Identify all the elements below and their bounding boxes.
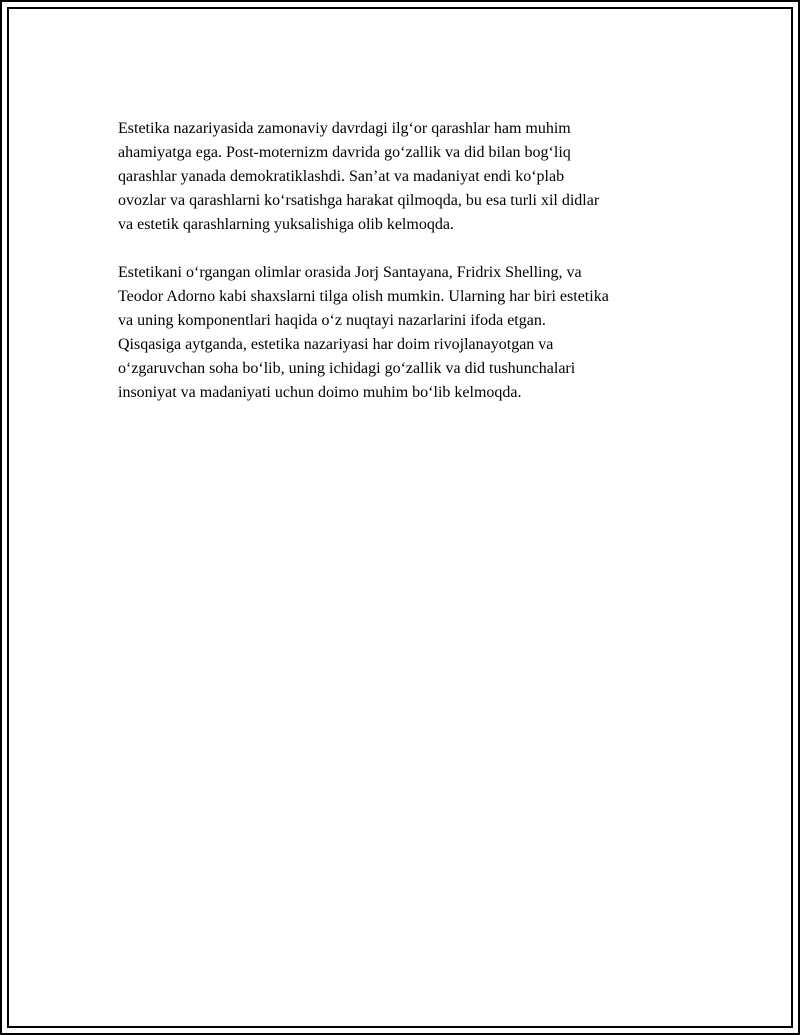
- text-line: va estetik qarashlarning yuksalishiga olib kelmoqda.: [118, 216, 454, 233]
- text-line: qarashlar yanada demokratiklashdi. San’at va madaniyat endi ko‘plab: [118, 168, 565, 185]
- text-line: insoniyat va madaniyati uchun doimo muhim bo‘lib kelmoqda.: [118, 384, 522, 401]
- text-line: o‘zgaruvchan soha bo‘lib, uning ichidagi go‘zallik va did tushunchalari: [118, 360, 576, 377]
- text-line: va uning komponentlari haqida o‘z nuqtayi nazarlarini ifoda etgan.: [118, 312, 546, 329]
- text-line: Teodor Adorno kabi shaxslarni tilga olish mumkin. Ularning har biri estetika: [118, 288, 609, 305]
- paragraph-2: [118, 261, 698, 405]
- text-line: Qisqasiga aytganda, estetika nazariyasi har doim rivojlanayotgan va: [118, 336, 554, 353]
- text-line: ovozlar va qarashlarni ko‘rsatishga harakat qilmoqda, bu esa turli xil didlar: [118, 192, 600, 209]
- paragraph-1: [118, 117, 698, 237]
- text-line: ahamiyatga ega. Post-moternizm davrida go‘zallik va did bilan bog‘liq: [118, 144, 571, 161]
- document-body: [118, 117, 698, 429]
- text-line: Estetika nazariyasida zamonaviy davrdagi ilg‘or qarashlar ham muhim: [118, 120, 571, 137]
- text-line: Estetikani o‘rgangan olimlar orasida Jorj Santayana, Fridrix Shelling, va: [118, 264, 582, 281]
